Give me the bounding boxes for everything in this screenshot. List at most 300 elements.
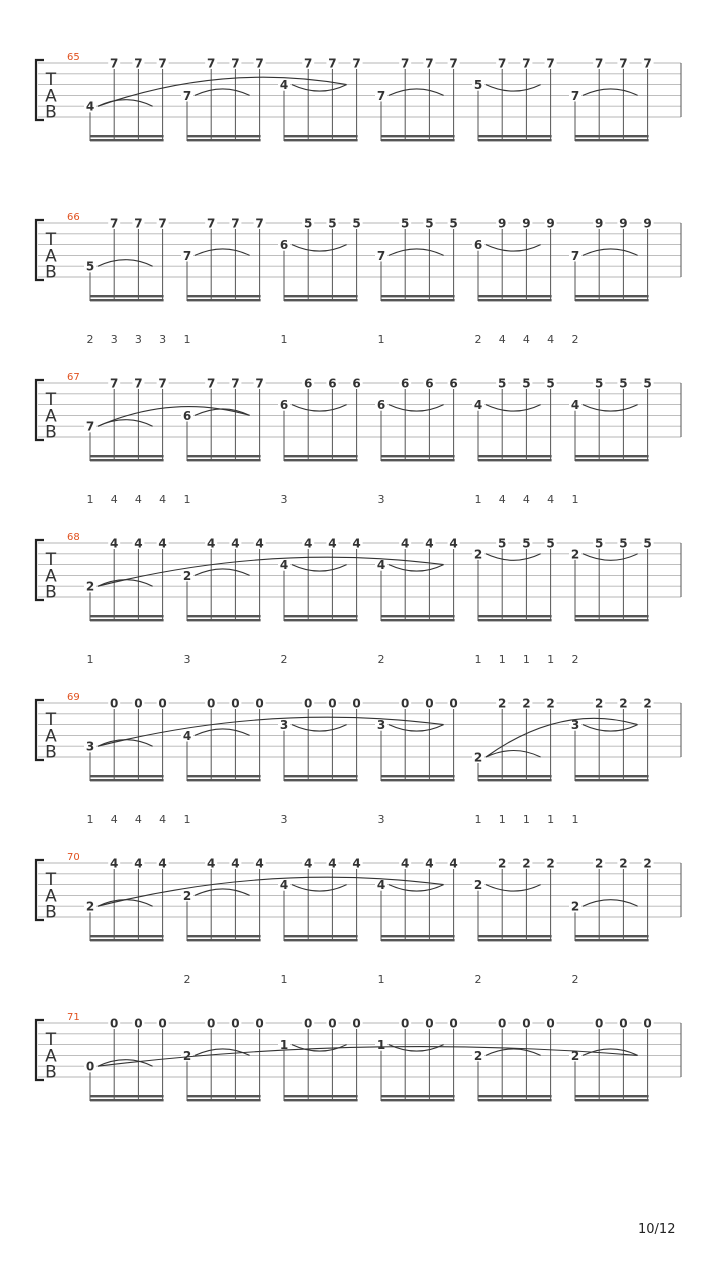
fingering-number: 4 bbox=[498, 493, 506, 506]
tie-arc bbox=[389, 249, 444, 256]
measure-number: 69 bbox=[67, 692, 80, 703]
fret-number-chord: 2 bbox=[546, 696, 555, 711]
fret-number-chord: 2 bbox=[498, 696, 507, 711]
beam bbox=[575, 615, 649, 617]
beam bbox=[187, 459, 261, 461]
fingering-number: 3 bbox=[280, 813, 288, 826]
system-bracket bbox=[36, 1020, 44, 1080]
tab-letter: T bbox=[45, 70, 57, 91]
fret-number-chord: 5 bbox=[619, 376, 628, 391]
fret-number-chord: 7 bbox=[134, 376, 143, 391]
measure-number: 71 bbox=[67, 1012, 80, 1023]
fret-number-bass: 7 bbox=[376, 248, 386, 263]
beam bbox=[575, 939, 649, 941]
beam bbox=[478, 1099, 552, 1101]
fret-number-bass: 2 bbox=[85, 579, 95, 594]
tie-arc bbox=[98, 580, 153, 587]
beam bbox=[478, 779, 552, 781]
fret-number-bass: 6 bbox=[473, 238, 483, 253]
fret-number-chord: 0 bbox=[231, 1016, 240, 1031]
fret-number-chord: 7 bbox=[231, 376, 240, 391]
fingering-number: 4 bbox=[134, 813, 142, 826]
tie-arc bbox=[486, 405, 541, 412]
tie-arc bbox=[486, 1049, 541, 1056]
beam bbox=[90, 139, 164, 141]
beam bbox=[187, 779, 261, 781]
fret-number-chord: 4 bbox=[207, 536, 216, 551]
fingering-number: 3 bbox=[110, 333, 118, 346]
beam bbox=[284, 135, 358, 137]
beam bbox=[478, 615, 552, 617]
beam bbox=[90, 1099, 164, 1101]
system-bracket bbox=[36, 380, 44, 440]
fret-number-chord: 7 bbox=[158, 376, 167, 391]
fret-number-chord: 9 bbox=[619, 216, 628, 231]
tie-arc bbox=[583, 725, 638, 732]
fret-number-chord: 7 bbox=[425, 56, 434, 71]
fret-number-chord: 6 bbox=[401, 376, 410, 391]
fret-number-bass: 3 bbox=[279, 718, 289, 733]
fingering-number: 2 bbox=[280, 653, 288, 666]
long-tie-arc bbox=[98, 717, 444, 746]
beam bbox=[478, 139, 552, 141]
fingering-number: 1 bbox=[474, 493, 482, 506]
fret-number-chord: 7 bbox=[231, 56, 240, 71]
fret-number-bass: 6 bbox=[279, 398, 289, 413]
fret-number-chord: 0 bbox=[304, 1016, 313, 1031]
fret-number-chord: 0 bbox=[207, 1016, 216, 1031]
beam bbox=[187, 295, 261, 297]
fret-number-chord: 0 bbox=[255, 696, 264, 711]
fret-number-chord: 6 bbox=[352, 376, 361, 391]
fingering-number: 1 bbox=[183, 493, 191, 506]
fret-number-chord: 7 bbox=[158, 56, 167, 71]
fret-number-chord: 0 bbox=[207, 696, 216, 711]
tab-letter: T bbox=[45, 710, 57, 731]
beam bbox=[284, 459, 358, 461]
fret-number-chord: 0 bbox=[134, 1016, 143, 1031]
fret-number-chord: 9 bbox=[595, 216, 604, 231]
fret-number-chord: 7 bbox=[619, 56, 628, 71]
fret-number-chord: 0 bbox=[134, 696, 143, 711]
fret-number-bass: 4 bbox=[570, 398, 580, 413]
beam bbox=[381, 455, 455, 457]
beam bbox=[187, 939, 261, 941]
tie-arc bbox=[583, 249, 638, 256]
measure-number: 66 bbox=[67, 212, 80, 223]
fret-number-bass: 2 bbox=[570, 899, 580, 914]
fingering-number: 1 bbox=[86, 813, 94, 826]
fret-number-chord: 9 bbox=[546, 216, 555, 231]
fret-number-bass: 6 bbox=[376, 398, 386, 413]
fret-number-chord: 5 bbox=[643, 376, 652, 391]
beam bbox=[187, 135, 261, 137]
fret-number-chord: 4 bbox=[134, 856, 143, 871]
beam bbox=[187, 455, 261, 457]
beam bbox=[187, 775, 261, 777]
fret-number-chord: 4 bbox=[231, 536, 240, 551]
beam bbox=[284, 299, 358, 301]
fingering-number: 1 bbox=[280, 333, 288, 346]
tie-arc bbox=[583, 900, 638, 907]
beam bbox=[381, 935, 455, 937]
beam bbox=[284, 619, 358, 621]
fret-number-chord: 5 bbox=[425, 216, 434, 231]
fret-number-bass: 5 bbox=[473, 78, 483, 93]
fingering-number: 3 bbox=[134, 333, 142, 346]
beam bbox=[187, 935, 261, 937]
beam bbox=[90, 779, 164, 781]
fingering-number: 1 bbox=[280, 973, 288, 986]
fret-number-chord: 5 bbox=[401, 216, 410, 231]
beam bbox=[90, 775, 164, 777]
beam bbox=[575, 1099, 649, 1101]
tie-arc bbox=[292, 245, 347, 252]
fret-number-bass: 4 bbox=[473, 398, 483, 413]
fret-number-chord: 2 bbox=[619, 856, 628, 871]
measure-number: 70 bbox=[67, 852, 80, 863]
beam bbox=[381, 619, 455, 621]
fret-number-chord: 2 bbox=[522, 856, 531, 871]
fingering-number: 1 bbox=[183, 333, 191, 346]
beam bbox=[478, 935, 552, 937]
tie-arc bbox=[195, 569, 250, 576]
tie-arc bbox=[486, 85, 541, 92]
beam bbox=[187, 139, 261, 141]
system-70 bbox=[36, 813, 681, 941]
fret-number-chord: 0 bbox=[110, 1016, 119, 1031]
tie-arc bbox=[195, 889, 250, 896]
beam bbox=[90, 455, 164, 457]
beam bbox=[381, 615, 455, 617]
fret-number-chord: 7 bbox=[643, 56, 652, 71]
tie-arc bbox=[486, 885, 541, 892]
fret-number-chord: 7 bbox=[352, 56, 361, 71]
fret-number-chord: 2 bbox=[595, 696, 604, 711]
fret-number-chord: 7 bbox=[231, 216, 240, 231]
fret-number-chord: 7 bbox=[328, 56, 337, 71]
tab-letter: B bbox=[45, 582, 57, 603]
fret-number-chord: 4 bbox=[401, 856, 410, 871]
beam bbox=[575, 1095, 649, 1097]
fret-number-bass: 3 bbox=[570, 718, 580, 733]
beam bbox=[90, 939, 164, 941]
fret-number-chord: 4 bbox=[110, 856, 119, 871]
fret-number-bass: 4 bbox=[182, 728, 192, 743]
fingering-number: 4 bbox=[547, 493, 555, 506]
fret-number-chord: 0 bbox=[449, 1016, 458, 1031]
fingering-number: 4 bbox=[159, 493, 167, 506]
beam bbox=[575, 455, 649, 457]
beam bbox=[90, 1095, 164, 1097]
fret-number-bass: 4 bbox=[85, 99, 95, 114]
fret-number-bass: 7 bbox=[182, 248, 192, 263]
beam bbox=[381, 779, 455, 781]
fret-number-chord: 2 bbox=[643, 696, 652, 711]
fret-number-chord: 4 bbox=[207, 856, 216, 871]
tie-arc bbox=[583, 554, 638, 561]
measure-number: 65 bbox=[67, 52, 80, 63]
fingering-number: 3 bbox=[159, 333, 167, 346]
tie-arc bbox=[292, 885, 347, 892]
beam bbox=[187, 1099, 261, 1101]
beam bbox=[284, 615, 358, 617]
tie-arc bbox=[486, 554, 541, 561]
tab-letter: A bbox=[45, 1046, 57, 1067]
fret-number-chord: 5 bbox=[498, 376, 507, 391]
beam bbox=[381, 459, 455, 461]
fingering-number: 4 bbox=[110, 813, 118, 826]
fret-number-chord: 7 bbox=[158, 216, 167, 231]
fret-number-chord: 5 bbox=[304, 216, 313, 231]
fret-number-chord: 7 bbox=[304, 56, 313, 71]
beam bbox=[90, 935, 164, 937]
beam bbox=[575, 619, 649, 621]
fret-number-chord: 0 bbox=[158, 696, 167, 711]
fret-number-chord: 5 bbox=[522, 536, 531, 551]
fret-number-bass: 2 bbox=[570, 547, 580, 562]
tie-arc bbox=[486, 245, 541, 252]
fret-number-chord: 0 bbox=[328, 1016, 337, 1031]
beam bbox=[90, 459, 164, 461]
fret-number-bass: 4 bbox=[376, 558, 386, 573]
tie-arc bbox=[389, 725, 444, 732]
fret-number-bass: 6 bbox=[182, 408, 192, 423]
beam bbox=[284, 779, 358, 781]
fret-number-bass: 4 bbox=[279, 78, 289, 93]
beam bbox=[90, 299, 164, 301]
fret-number-chord: 6 bbox=[425, 376, 434, 391]
beam bbox=[575, 459, 649, 461]
fret-number-chord: 7 bbox=[522, 56, 531, 71]
tab-letter: T bbox=[45, 230, 57, 251]
fret-number-chord: 4 bbox=[110, 536, 119, 551]
fret-number-chord: 5 bbox=[595, 376, 604, 391]
fingering-number: 4 bbox=[498, 333, 506, 346]
fret-number-bass: 7 bbox=[182, 88, 192, 103]
fret-number-chord: 0 bbox=[449, 696, 458, 711]
beam bbox=[381, 939, 455, 941]
beam bbox=[187, 1095, 261, 1097]
beam bbox=[381, 139, 455, 141]
fret-number-chord: 5 bbox=[546, 536, 555, 551]
beam bbox=[284, 295, 358, 297]
fingering-number: 2 bbox=[571, 653, 579, 666]
tie-arc bbox=[583, 89, 638, 96]
fingering-number: 1 bbox=[474, 813, 482, 826]
tab-letter: B bbox=[45, 422, 57, 443]
beam bbox=[284, 775, 358, 777]
fret-number-bass: 2 bbox=[473, 547, 483, 562]
beam bbox=[478, 775, 552, 777]
fret-number-chord: 4 bbox=[158, 856, 167, 871]
fret-number-bass: 1 bbox=[279, 1038, 289, 1053]
fret-number-chord: 4 bbox=[328, 536, 337, 551]
fret-number-chord: 6 bbox=[328, 376, 337, 391]
beam bbox=[478, 295, 552, 297]
fret-number-bass: 6 bbox=[279, 238, 289, 253]
fret-number-bass: 1 bbox=[376, 1038, 386, 1053]
fingering-number: 1 bbox=[522, 653, 530, 666]
tie-arc bbox=[389, 89, 444, 96]
beam bbox=[575, 295, 649, 297]
fret-number-bass: 2 bbox=[473, 1048, 483, 1063]
fingering-number: 2 bbox=[474, 333, 482, 346]
fret-number-chord: 2 bbox=[522, 696, 531, 711]
fret-number-chord: 0 bbox=[522, 1016, 531, 1031]
tab-letter: T bbox=[45, 1030, 57, 1051]
fret-number-chord: 0 bbox=[425, 696, 434, 711]
fret-number-chord: 7 bbox=[255, 216, 264, 231]
tab-letter: A bbox=[45, 86, 57, 107]
beam bbox=[575, 775, 649, 777]
beam bbox=[284, 1095, 358, 1097]
system-bracket bbox=[36, 700, 44, 760]
fret-number-chord: 0 bbox=[352, 696, 361, 711]
tab-letter: A bbox=[45, 726, 57, 747]
fret-number-chord: 7 bbox=[207, 216, 216, 231]
fret-number-chord: 4 bbox=[134, 536, 143, 551]
fret-number-chord: 7 bbox=[110, 376, 119, 391]
beam bbox=[284, 139, 358, 141]
fret-number-chord: 4 bbox=[231, 856, 240, 871]
fret-number-chord: 9 bbox=[643, 216, 652, 231]
fret-number-chord: 4 bbox=[352, 536, 361, 551]
tie-arc bbox=[292, 565, 347, 572]
fret-number-chord: 0 bbox=[643, 1016, 652, 1031]
system-bracket bbox=[36, 860, 44, 920]
fret-number-chord: 6 bbox=[304, 376, 313, 391]
tie-arc bbox=[195, 89, 250, 96]
fingering-number: 4 bbox=[110, 493, 118, 506]
fret-number-chord: 6 bbox=[449, 376, 458, 391]
fingering-number: 1 bbox=[377, 973, 385, 986]
fingering-number: 1 bbox=[547, 813, 555, 826]
fret-number-chord: 4 bbox=[449, 856, 458, 871]
fret-number-chord: 7 bbox=[255, 56, 264, 71]
system-bracket bbox=[36, 540, 44, 600]
fingering-number: 4 bbox=[522, 333, 530, 346]
fret-number-chord: 4 bbox=[255, 536, 264, 551]
fret-number-chord: 9 bbox=[498, 216, 507, 231]
fret-number-bass: 3 bbox=[376, 718, 386, 733]
tab-letter: T bbox=[45, 870, 57, 891]
fret-number-chord: 5 bbox=[546, 376, 555, 391]
long-tie-arc bbox=[98, 877, 444, 906]
fret-number-chord: 4 bbox=[425, 536, 434, 551]
fret-number-chord: 5 bbox=[328, 216, 337, 231]
fret-number-bass: 2 bbox=[85, 899, 95, 914]
fret-number-bass: 2 bbox=[473, 878, 483, 893]
beam bbox=[575, 139, 649, 141]
fingering-number: 3 bbox=[183, 653, 191, 666]
fingering-number: 4 bbox=[522, 493, 530, 506]
fret-number-chord: 0 bbox=[401, 696, 410, 711]
fret-number-chord: 2 bbox=[595, 856, 604, 871]
fret-number-chord: 5 bbox=[498, 536, 507, 551]
beam bbox=[478, 455, 552, 457]
system-71 bbox=[36, 973, 681, 1101]
fret-number-chord: 0 bbox=[158, 1016, 167, 1031]
beam bbox=[187, 299, 261, 301]
fret-number-chord: 7 bbox=[110, 216, 119, 231]
tab-letter: A bbox=[45, 566, 57, 587]
fret-number-chord: 7 bbox=[255, 376, 264, 391]
fret-number-chord: 0 bbox=[546, 1016, 555, 1031]
beam bbox=[381, 135, 455, 137]
tie-arc bbox=[98, 900, 153, 907]
system-bracket bbox=[36, 60, 44, 120]
beam bbox=[187, 619, 261, 621]
beam bbox=[90, 615, 164, 617]
fret-number-chord: 0 bbox=[498, 1016, 507, 1031]
fret-number-chord: 7 bbox=[449, 56, 458, 71]
fret-number-chord: 0 bbox=[425, 1016, 434, 1031]
fret-number-chord: 2 bbox=[619, 696, 628, 711]
beam bbox=[478, 299, 552, 301]
tab-letter: A bbox=[45, 406, 57, 427]
system-68 bbox=[36, 493, 681, 621]
tab-letter: B bbox=[45, 262, 57, 283]
tie-arc bbox=[195, 249, 250, 256]
fret-number-chord: 7 bbox=[207, 376, 216, 391]
beam bbox=[187, 615, 261, 617]
fingering-number: 1 bbox=[498, 653, 506, 666]
fret-number-chord: 7 bbox=[110, 56, 119, 71]
beam bbox=[284, 455, 358, 457]
fret-number-chord: 4 bbox=[425, 856, 434, 871]
fret-number-bass: 2 bbox=[473, 750, 483, 765]
beam bbox=[575, 135, 649, 137]
page-number: 10/12 bbox=[638, 1222, 676, 1237]
fret-number-chord: 2 bbox=[546, 856, 555, 871]
fingering-number: 1 bbox=[547, 653, 555, 666]
fret-number-bass: 4 bbox=[279, 558, 289, 573]
tie-arc bbox=[98, 740, 153, 747]
beam bbox=[381, 775, 455, 777]
fingering-number: 1 bbox=[474, 653, 482, 666]
tab-letter: T bbox=[45, 390, 57, 411]
beam bbox=[478, 135, 552, 137]
beam bbox=[478, 1095, 552, 1097]
fret-number-chord: 7 bbox=[546, 56, 555, 71]
fret-number-bass: 2 bbox=[182, 568, 192, 583]
tie-arc bbox=[98, 260, 153, 267]
fret-number-chord: 4 bbox=[158, 536, 167, 551]
fret-number-chord: 7 bbox=[134, 56, 143, 71]
fret-number-chord: 5 bbox=[595, 536, 604, 551]
fingering-number: 3 bbox=[280, 493, 288, 506]
fingering-number: 1 bbox=[183, 813, 191, 826]
fingering-number: 1 bbox=[377, 333, 385, 346]
fret-number-chord: 7 bbox=[401, 56, 410, 71]
beam bbox=[284, 935, 358, 937]
fret-number-bass: 4 bbox=[279, 878, 289, 893]
fret-number-bass: 4 bbox=[376, 878, 386, 893]
fret-number-chord: 5 bbox=[352, 216, 361, 231]
tie-arc bbox=[195, 409, 250, 416]
beam bbox=[90, 619, 164, 621]
fret-number-bass: 3 bbox=[85, 739, 95, 754]
tab-letter: A bbox=[45, 886, 57, 907]
beam bbox=[381, 299, 455, 301]
long-tie-arc bbox=[98, 77, 347, 106]
fret-number-chord: 0 bbox=[255, 1016, 264, 1031]
fret-number-chord: 9 bbox=[522, 216, 531, 231]
fret-number-chord: 7 bbox=[595, 56, 604, 71]
tie-arc bbox=[292, 725, 347, 732]
fret-number-chord: 4 bbox=[449, 536, 458, 551]
